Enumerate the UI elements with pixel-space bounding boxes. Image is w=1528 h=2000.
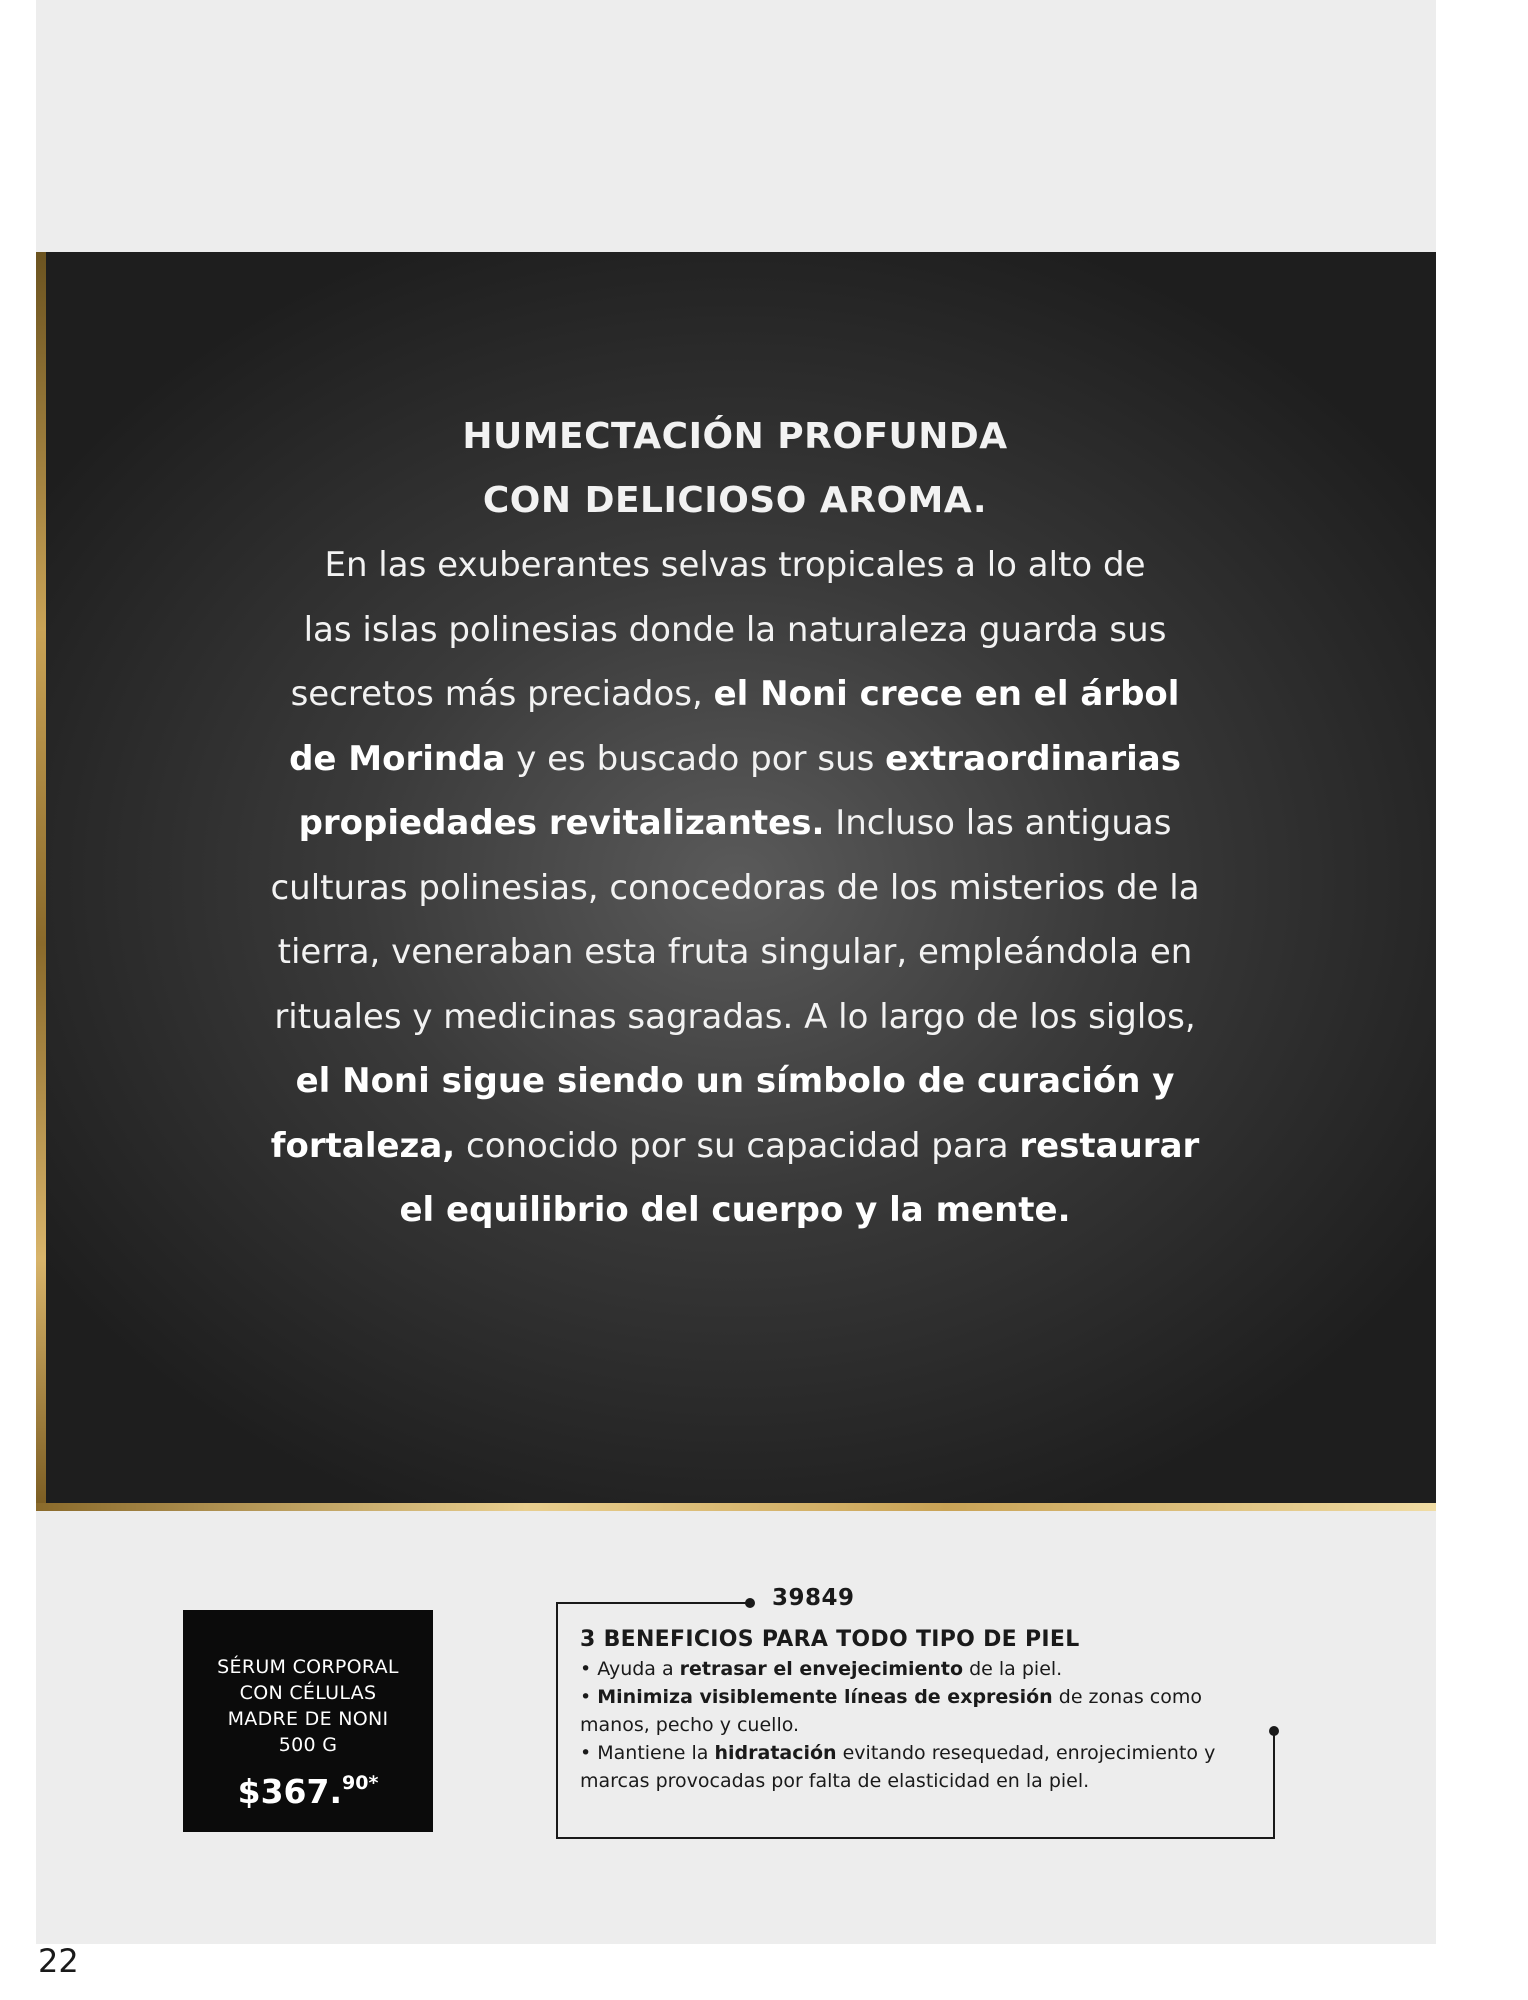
- connector-dot: [745, 1598, 755, 1608]
- story-line: [304, 610, 1167, 650]
- text-run: • Ayuda a: [580, 1658, 680, 1680]
- story-heading-line1: HUMECTACIÓN PROFUNDA: [462, 416, 1008, 457]
- bold-text-run: el equilibrio del cuerpo y la mente.: [399, 1190, 1071, 1230]
- story-text: [210, 405, 1260, 1243]
- product-name-line: MADRE DE NONI: [227, 1708, 389, 1730]
- bold-text-run: de Morinda: [289, 738, 506, 779]
- bold-text-run: el Noni crece en el árbol: [713, 674, 1180, 714]
- story-line: [299, 803, 1172, 843]
- benefit-item: [580, 1655, 1260, 1683]
- bold-text-run: propiedades revitalizantes.: [298, 803, 825, 843]
- price-cents: 90*: [342, 1772, 379, 1794]
- benefits-box: [580, 1625, 1260, 1795]
- story-heading: [210, 405, 1260, 533]
- product-name-line: SÉRUM CORPORAL: [217, 1656, 399, 1678]
- story-heading-line2: CON DELICIOSO AROMA.: [482, 480, 988, 521]
- bold-text-run: fortaleza,: [270, 1125, 456, 1166]
- text-run: rituales y medicinas sagradas. A lo largo de los siglos,: [274, 996, 1196, 1037]
- text-run: • Mantiene la: [580, 1742, 715, 1764]
- code-connector-line: [556, 1602, 748, 1604]
- story-line: [278, 932, 1193, 972]
- product-name: [183, 1654, 433, 1758]
- text-run: de la piel.: [963, 1658, 1063, 1680]
- text-run: En las exuberantes selvas tropicales a lo alto de: [324, 545, 1146, 585]
- bold-text-run: el Noni sigue siendo un símbolo de curación y: [295, 1061, 1175, 1101]
- story-line: [274, 997, 1195, 1037]
- text-run: evitando resequedad, enrojecimiento y marcas provocadas por falta de elasticidad en la piel.: [580, 1742, 1216, 1792]
- story-line: [399, 1190, 1070, 1230]
- text-run: de zonas como manos, pecho y cuello.: [580, 1686, 1202, 1736]
- benefit-item: [580, 1739, 1260, 1795]
- benefits-frame-right: [1273, 1730, 1275, 1839]
- bold-text-run: retrasar el envejecimiento: [679, 1658, 964, 1680]
- story-line: [291, 674, 1180, 714]
- gold-accent-bottom: [36, 1503, 1436, 1511]
- bold-text-run: hidratación: [714, 1742, 837, 1764]
- story-line: [324, 545, 1145, 585]
- benefit-item: [580, 1683, 1260, 1739]
- text-run: culturas polinesias, conocedoras de los misterios de la: [270, 867, 1200, 908]
- product-size: 500 G: [278, 1734, 338, 1756]
- connector-dot: [1269, 1726, 1279, 1736]
- product-name-line: CON CÉLULAS: [239, 1682, 377, 1704]
- benefits-list: [580, 1655, 1260, 1795]
- story-body: [210, 533, 1260, 1243]
- benefits-frame-left: [556, 1602, 558, 1839]
- story-line: [289, 739, 1181, 779]
- price-main: $367.: [237, 1772, 342, 1811]
- gold-accent-left: [36, 252, 46, 1510]
- story-line: [270, 868, 1199, 908]
- product-price-box: [183, 1610, 433, 1832]
- text-run: las islas polinesias donde la naturaleza guarda sus: [303, 609, 1167, 650]
- text-run: conocido por su capacidad para: [455, 1125, 1020, 1166]
- text-run: secretos más preciados,: [290, 674, 714, 714]
- text-run: y es buscado por sus: [505, 738, 886, 779]
- text-run: Incluso las antiguas: [824, 803, 1172, 843]
- bold-text-run: Minimiza visiblemente líneas de expresión: [597, 1686, 1053, 1708]
- text-run: tierra, veneraban esta fruta singular, empleándola en: [277, 932, 1193, 972]
- bold-text-run: restaurar: [1019, 1125, 1200, 1166]
- bold-text-run: extraordinarias: [885, 738, 1181, 779]
- product-code: 39849: [772, 1585, 855, 1611]
- benefits-title: 3 BENEFICIOS PARA TODO TIPO DE PIEL: [580, 1627, 1080, 1652]
- story-line: [296, 1061, 1175, 1101]
- story-line: [271, 1126, 1200, 1166]
- product-price: [183, 1762, 433, 1813]
- text-run: •: [580, 1686, 598, 1708]
- page-number: 22: [38, 1942, 79, 1980]
- benefits-frame-bottom: [556, 1837, 1275, 1839]
